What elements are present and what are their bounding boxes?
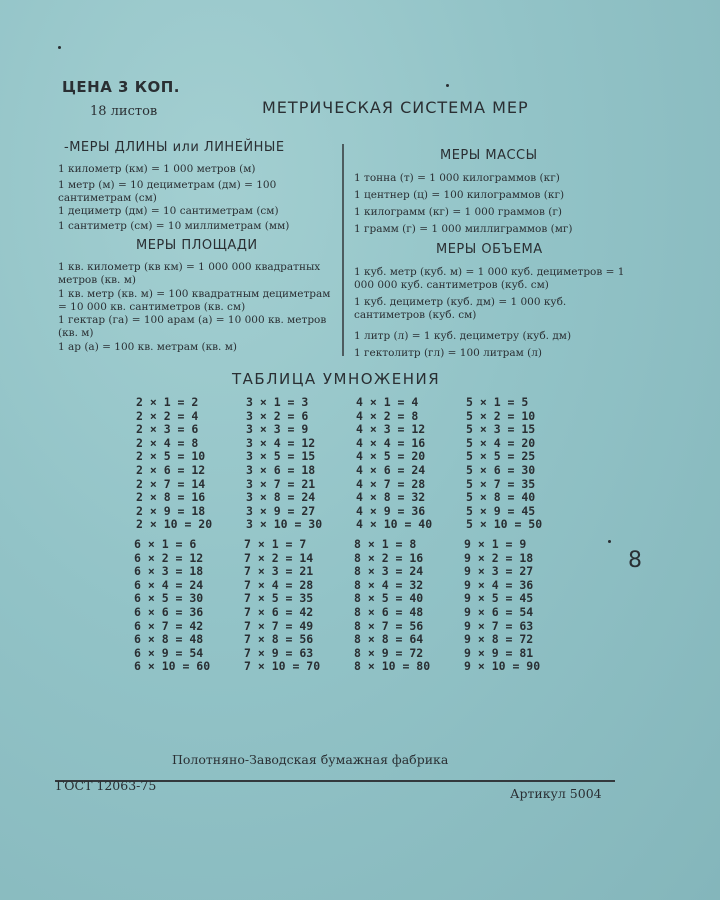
multiplication-row: 7 × 5 = 35	[244, 591, 314, 606]
multiplication-row: 6 × 1 = 6	[134, 537, 197, 551]
multiplication-row: 5 × 2 = 10	[466, 408, 536, 423]
mass-entry: 1 центнер (ц) = 100 килограммов (кг)	[354, 189, 565, 201]
multiplication-row: 3 × 2 = 6	[246, 408, 309, 423]
multiplication-row: 9 × 5 = 45	[464, 591, 534, 606]
ink-speck	[446, 84, 449, 87]
multiplication-row: 5 × 5 = 25	[466, 449, 536, 464]
area-entry: 1 гектар (га) = 100 арам (а) = 10 000 кв. метров (кв. м)	[58, 314, 327, 339]
multiplication-row: 8 × 3 = 24	[354, 564, 424, 579]
section-title-length: -МЕРЫ ДЛИНЫ или ЛИНЕЙНЫЕ	[64, 140, 285, 155]
multiplication-row: 6 × 6 = 36	[134, 604, 204, 619]
multiplication-row: 9 × 6 = 54	[464, 604, 534, 619]
section-title-area: МЕРЫ ПЛОЩАДИ	[136, 238, 258, 253]
multiplication-row: 6 × 7 = 42	[134, 618, 204, 633]
multiplication-row: 9 × 4 = 36	[464, 577, 534, 592]
length-entry: 1 дециметр (дм) = 10 сантиметрам (см)	[58, 205, 279, 217]
multiplication-row: 8 × 7 = 56	[354, 618, 424, 633]
multiplication-row: 7 × 3 = 21	[244, 564, 314, 579]
multiplication-row: 8 × 4 = 32	[354, 577, 424, 592]
multiplication-row: 2 × 10 = 20	[136, 517, 213, 532]
multiplication-row: 4 × 10 = 40	[356, 517, 433, 532]
multiplication-row: 7 × 7 = 49	[244, 618, 314, 633]
mass-entry: 1 килограмм (кг) = 1 000 граммов (г)	[354, 206, 562, 218]
mass-entry: 1 тонна (т) = 1 000 килограммов (кг)	[354, 172, 560, 184]
side-number: 8	[628, 548, 642, 573]
multiplication-row: 7 × 6 = 42	[244, 604, 314, 619]
multiplication-row: 9 × 1 = 9	[464, 537, 527, 551]
multiplication-row: 7 × 8 = 56	[244, 632, 314, 647]
multiplication-row: 7 × 1 = 7	[244, 537, 307, 551]
multiplication-row: 5 × 3 = 15	[466, 422, 536, 437]
multiplication-row: 4 × 2 = 8	[356, 408, 419, 423]
multiplication-row: 2 × 7 = 14	[136, 476, 206, 491]
multiplication-row: 2 × 2 = 4	[136, 408, 199, 423]
multiplication-row: 6 × 4 = 24	[134, 577, 204, 592]
multiplication-row: 8 × 1 = 8	[354, 537, 417, 551]
sheet-count: 18 листов	[90, 104, 158, 119]
multiplication-row: 8 × 8 = 64	[354, 632, 424, 647]
article-number: Артикул 5004	[510, 786, 602, 801]
price-label: ЦЕНА 3 КОП.	[62, 78, 180, 96]
page-title: МЕТРИЧЕСКАЯ СИСТЕМА МЕР	[262, 98, 529, 117]
multiplication-column	[244, 538, 320, 674]
multiplication-row: 2 × 1 = 2	[136, 395, 199, 409]
multiplication-column	[134, 538, 210, 674]
multiplication-row: 2 × 8 = 16	[136, 490, 206, 505]
multiplication-row: 9 × 2 = 18	[464, 550, 534, 565]
multiplication-row: 3 × 3 = 9	[246, 422, 309, 437]
area-entry: 1 ар (а) = 100 кв. метрам (кв. м)	[58, 341, 237, 353]
multiplication-row: 2 × 6 = 12	[136, 462, 206, 477]
volume-entry: 1 литр (л) = 1 куб. дециметру (куб. дм)	[354, 330, 572, 342]
multiplication-row: 4 × 6 = 24	[356, 462, 426, 477]
multiplication-row: 7 × 2 = 14	[244, 550, 314, 565]
area-entry: 1 кв. километр (кв км) = 1 000 000 квадратных метров (кв. м)	[58, 261, 321, 286]
multiplication-row: 3 × 9 = 27	[246, 503, 316, 518]
volume-entry: 1 куб. метр (куб. м) = 1 000 куб. дециметров = 1 000 000 куб. сантиметров (куб. см)	[354, 266, 625, 291]
multiplication-row: 3 × 1 = 3	[246, 395, 309, 409]
multiplication-row: 5 × 4 = 20	[466, 435, 536, 450]
multiplication-row: 3 × 8 = 24	[246, 490, 316, 505]
length-entry: 1 метр (м) = 10 дециметрам (дм) = 100 сантиметрам (см)	[58, 179, 277, 204]
multiplication-row: 2 × 3 = 6	[136, 422, 199, 437]
multiplication-row: 8 × 5 = 40	[354, 591, 424, 606]
multiplication-row: 2 × 5 = 10	[136, 449, 206, 464]
length-entry: 1 километр (км) = 1 000 метров (м)	[58, 163, 256, 175]
multiplication-column	[136, 396, 212, 532]
section-title-mass: МЕРЫ МАССЫ	[440, 148, 538, 163]
multiplication-row: 9 × 9 = 81	[464, 645, 534, 660]
gost-code: ГОСТ 12063-75	[56, 778, 157, 793]
multiplication-row: 4 × 7 = 28	[356, 476, 426, 491]
multiplication-row: 8 × 2 = 16	[354, 550, 424, 565]
multiplication-row: 8 × 6 = 48	[354, 604, 424, 619]
section-title-volume: МЕРЫ ОБЪЕМА	[436, 242, 543, 257]
length-entry: 1 сантиметр (см) = 10 миллиметрам (мм)	[58, 220, 290, 232]
multiplication-row: 2 × 4 = 8	[136, 435, 199, 450]
ink-speck	[608, 540, 611, 543]
multiplication-row: 9 × 3 = 27	[464, 564, 534, 579]
column-divider	[342, 144, 344, 356]
multiplication-row: 9 × 10 = 90	[464, 659, 541, 674]
multiplication-row: 4 × 9 = 36	[356, 503, 426, 518]
multiplication-row: 5 × 9 = 45	[466, 503, 536, 518]
multiplication-row: 4 × 5 = 20	[356, 449, 426, 464]
multiplication-column	[356, 396, 432, 532]
multiplication-row: 4 × 4 = 16	[356, 435, 426, 450]
multiplication-row: 7 × 4 = 28	[244, 577, 314, 592]
area-entry: 1 кв. метр (кв. м) = 100 квадратным дециметрам = 10 000 кв. сантиметров (кв. см)	[58, 288, 331, 313]
multiplication-row: 9 × 8 = 72	[464, 632, 534, 647]
multiplication-row: 3 × 10 = 30	[246, 517, 323, 532]
multiplication-row: 3 × 4 = 12	[246, 435, 316, 450]
multiplication-row: 5 × 1 = 5	[466, 395, 529, 409]
multiplication-column	[354, 538, 430, 674]
multiplication-row: 5 × 7 = 35	[466, 476, 536, 491]
multiplication-row: 5 × 10 = 50	[466, 517, 543, 532]
volume-entry: 1 куб. дециметр (куб. дм) = 1 000 куб. сантиметров (куб. см)	[354, 296, 567, 321]
multiplication-row: 6 × 10 = 60	[134, 659, 211, 674]
multiplication-row: 5 × 8 = 40	[466, 490, 536, 505]
multiplication-column	[464, 538, 540, 674]
multiplication-row: 2 × 9 = 18	[136, 503, 206, 518]
factory-name: Полотняно-Заводская бумажная фабрика	[172, 752, 449, 767]
multiplication-row: 4 × 8 = 32	[356, 490, 426, 505]
volume-entry: 1 гектолитр (гл) = 100 литрам (л)	[354, 347, 543, 359]
multiplication-row: 8 × 10 = 80	[354, 659, 431, 674]
multiplication-row: 8 × 9 = 72	[354, 645, 424, 660]
multiplication-column	[246, 396, 322, 532]
multiplication-row: 6 × 9 = 54	[134, 645, 204, 660]
multiplication-row: 6 × 8 = 48	[134, 632, 204, 647]
ink-speck	[58, 46, 61, 49]
multiplication-row: 4 × 1 = 4	[356, 395, 419, 409]
multiplication-row: 6 × 3 = 18	[134, 564, 204, 579]
multiplication-row: 3 × 5 = 15	[246, 449, 316, 464]
multiplication-row: 6 × 2 = 12	[134, 550, 204, 565]
multiplication-row: 3 × 7 = 21	[246, 476, 316, 491]
multiplication-row: 7 × 9 = 63	[244, 645, 314, 660]
multiplication-title: ТАБЛИЦА УМНОЖЕНИЯ	[232, 370, 441, 388]
multiplication-row: 9 × 7 = 63	[464, 618, 534, 633]
multiplication-row: 6 × 5 = 30	[134, 591, 204, 606]
multiplication-row: 5 × 6 = 30	[466, 462, 536, 477]
multiplication-row: 4 × 3 = 12	[356, 422, 426, 437]
multiplication-row: 3 × 6 = 18	[246, 462, 316, 477]
multiplication-column	[466, 396, 542, 532]
multiplication-row: 7 × 10 = 70	[244, 659, 321, 674]
mass-entry: 1 грамм (г) = 1 000 миллиграммов (мг)	[354, 223, 573, 235]
